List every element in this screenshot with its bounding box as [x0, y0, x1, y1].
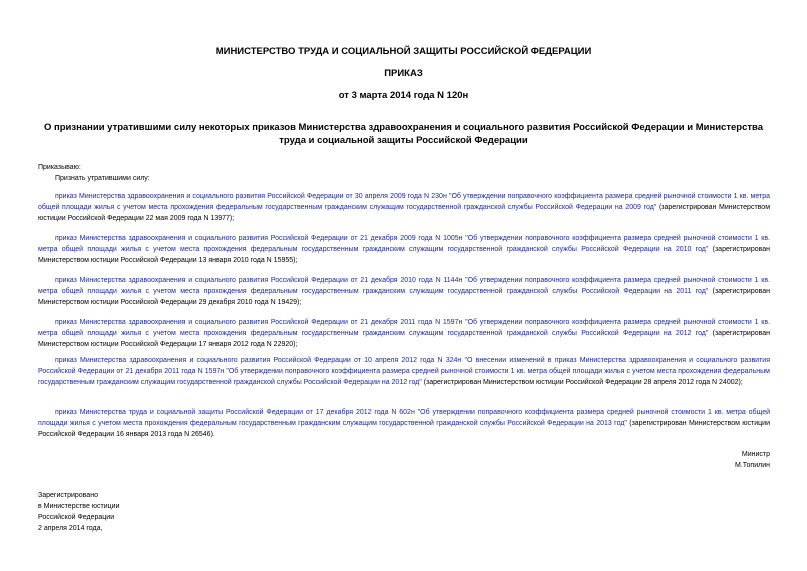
doc-subject: О признании утратившими силу некоторых приказов Министерства здравоохранения и социального развития Российской Федерации и Министерства труда и социальной защиты Российской Федерации: [43, 122, 764, 146]
item-tail: (зарегистрирован Министерством юстиции Российской Федерации 22 мая 2009 года N 13977);: [38, 204, 771, 223]
signature-title: Министр: [741, 451, 770, 458]
list-item: [38, 317, 770, 351]
item-tail: (зарегистрирован Министерством юстиции Российской Федерации 17 января 2012 года N 22920);: [38, 330, 771, 349]
item-tail: (зарегистрирован Министерством юстиции Российской Федерации 16 января 2013 года N 26546).: [38, 420, 770, 439]
order-word: Приказываю:: [38, 164, 81, 171]
item-tail: (зарегистрирован Министерством юстиции Российской Федерации 28 апреля 2012 года N 24002);: [421, 379, 743, 387]
list-item: [38, 275, 770, 309]
doc-date-number: от 3 марта 2014 года N 120н: [338, 90, 469, 101]
list-item: [38, 355, 770, 389]
item-link[interactable]: приказ Министерства здравоохранения и социального развития Российской Федерации от 30 апреля 2009 года N 230н "Об утверждении поправочного коэффициента размера средней рыночной стоимости 1 кв. метра общей площади жилья с учетом места прохождения федеральным государственным гражданским служащим государственной гражданской службы Российской Федерации на 2009 год": [38, 193, 770, 212]
item-link[interactable]: приказ Министерства здравоохранения и социального развития Российской Федерации от 10 апреля 2012 года N 324н "О внесении изменений в приказ Министерства здравоохранения и социального развития Российской Федерации от 21 декабря 2011 года N 1597н "Об утверждении поправочного коэффициента размера средней рыночной стоимости 1 кв. метра общей площади жилья с учетом места прохождения федеральным государственным гражданским служащим государственной гражданской службы Российской Федерации на 2012 год": [38, 357, 770, 387]
doc-type: ПРИКАЗ: [384, 68, 423, 79]
list-item: [38, 191, 770, 225]
ministry-header: МИНИСТЕРСТВО ТРУДА И СОЦИАЛЬНОЙ ЗАЩИТЫ РОССИЙСКОЙ ФЕДЕРАЦИИ: [215, 46, 592, 57]
declare-text: Признать утратившими силу:: [55, 175, 150, 182]
signature-name: М.Топилин: [735, 462, 770, 469]
registration-line: 2 апреля 2014 года,: [38, 525, 103, 532]
item-tail: (зарегистрирован Министерством юстиции Российской Федерации 13 января 2010 года N 15955);: [38, 246, 771, 265]
registration-line: Российской Федерации: [38, 514, 115, 521]
item-link[interactable]: приказ Министерства труда и социальной защиты Российской Федерации от 17 декабря 2012 года N 602н "Об утверждении поправочного коэффициента размера средней рыночной стоимости 1 кв. метра общей площади жилья с учетом места прохождения федеральным государственным гражданским служащим государственной гражданской службы Российской Федерации на 2013 год": [38, 409, 770, 428]
registration-line: Зарегистрировано: [38, 492, 98, 499]
item-link[interactable]: приказ Министерства здравоохранения и социального развития Российской Федерации от 21 декабря 2010 года N 1144н "Об утверждении поправочного коэффициента размера средней рыночной стоимости 1 кв. метра общей площади жилья с учетом места прохождения федеральным государственным гражданским служащим государственной гражданской службы Российской Федерации на 2011 год": [38, 277, 770, 296]
item-link[interactable]: приказ Министерства здравоохранения и социального развития Российской Федерации от 21 декабря 2009 года N 1005н "Об утверждении поправочного коэффициента размера средней рыночной стоимости 1 кв. метра общей площади жилья с учетом места прохождения федеральным государственным гражданским служащим государственной гражданской службы Российской Федерации на 2010 год": [38, 235, 770, 254]
list-item: [38, 233, 770, 267]
item-link[interactable]: приказ Министерства здравоохранения и социального развития Российской Федерации от 21 декабря 2011 года N 1597н "Об утверждении поправочного коэффициента размера средней рыночной стоимости 1 кв. метра общей площади жилья с учетом места прохождения федеральным государственным гражданским служащим государственной гражданской службы Российской Федерации на 2012 год": [38, 319, 770, 338]
list-item: [38, 407, 770, 441]
item-tail: (зарегистрирован Министерством юстиции Российской Федерации 29 декабря 2010 года N 19429);: [38, 288, 771, 307]
registration-line: в Министерстве юстиции: [38, 503, 120, 510]
